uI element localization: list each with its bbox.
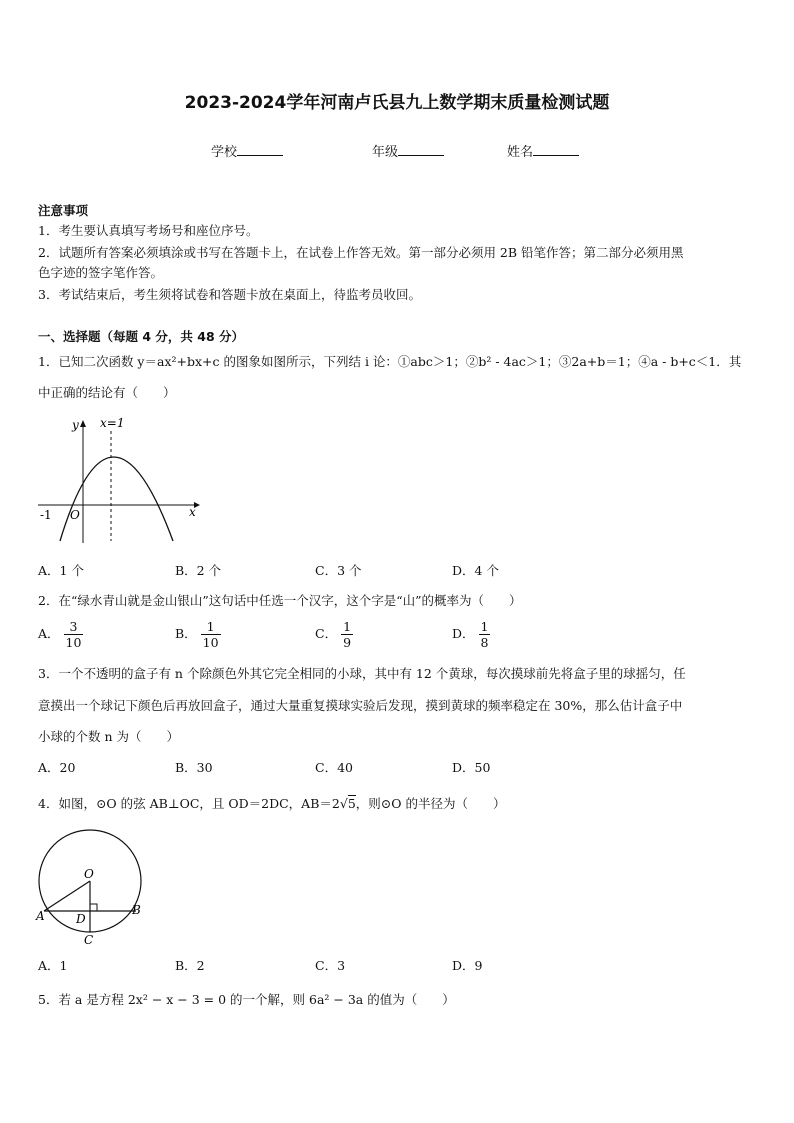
notice-item: 3．考试结束后，考生须将试卷和答题卡放在桌面上，待监考员收回。 xyxy=(38,287,421,302)
segment-oa xyxy=(44,881,90,911)
q4-option-c[interactable]: C．3 xyxy=(315,958,346,973)
notice-item: 2．试题所有答案必须填涂或书写在答题卡上，在试卷上作答无效。第一部分必须用 2B 铅笔作答；第二部分必须用黑 xyxy=(38,245,684,260)
q1-option-d[interactable]: D．4 个 xyxy=(452,563,499,578)
fraction: $\frac{1}{9}$ xyxy=(343,619,352,650)
page-title: 2023-2024学年河南卢氏县九上数学期末质量检测试题 xyxy=(184,93,610,113)
fraction: $\frac{1}{10}$ xyxy=(202,619,219,650)
q1-option-b[interactable]: B．2 个 xyxy=(175,563,222,578)
q3-option-c[interactable]: C．40 xyxy=(315,760,353,775)
question-5-stem-part: 的一个解，则 xyxy=(226,992,310,1007)
label-c: C xyxy=(84,933,94,947)
school-blank[interactable] xyxy=(237,143,283,156)
question-5-stem-part: 5．若 a 是方程 xyxy=(38,992,128,1007)
question-3-stem-cont: 小球的个数 n 为（ ） xyxy=(38,729,179,744)
grade-blank[interactable] xyxy=(398,143,444,156)
expression: 6a² − 3a xyxy=(309,992,364,1007)
grade-field[interactable] xyxy=(372,141,444,160)
q4-option-d[interactable]: D．9 xyxy=(452,958,483,973)
q2-option-d[interactable] xyxy=(452,619,490,650)
notice-item: 色字迹的签字笔作答。 xyxy=(38,265,164,280)
question-1-stem: 1．已知二次函数 y＝ax²+bx+c 的图象如图所示，下列结 i 论：①abc＞1；②b² - 4ac＞1；③2a+b＝1；④a - b+c＜1．其 xyxy=(38,354,742,369)
equation: 2x² − x − 3 = 0 xyxy=(127,992,227,1007)
q1-option-a[interactable]: A．1 个 xyxy=(38,563,84,578)
section-heading: 一、选择题（每题 4 分，共 48 分） xyxy=(38,329,245,344)
fraction: $\frac{1}{8}$ xyxy=(480,619,489,650)
q2-option-b-label: B． xyxy=(175,626,197,641)
q3-option-a[interactable]: A．20 xyxy=(38,760,76,775)
circle-figure xyxy=(34,828,154,950)
label-d: D xyxy=(76,912,86,926)
right-angle-mark xyxy=(90,904,97,911)
x-label: x xyxy=(189,505,196,519)
q2-option-b[interactable] xyxy=(175,619,221,650)
q3-option-d[interactable]: D．50 xyxy=(452,760,491,775)
q3-option-b[interactable]: B．30 xyxy=(175,760,213,775)
q2-option-d-label: D． xyxy=(452,626,475,641)
school-label: 学校 xyxy=(211,145,238,160)
q4-option-a[interactable]: A．1 xyxy=(38,958,68,973)
name-label: 姓名 xyxy=(507,145,534,160)
question-3-stem-cont: 意摸出一个球记下颜色后再放回盒子，通过大量重复摸球实验后发现，摸到黄球的频率稳定在 30%，那么估计盒子中 xyxy=(38,698,683,713)
school-field[interactable] xyxy=(211,141,283,160)
fraction: $\frac{3}{10}$ xyxy=(65,619,82,650)
parabola-graph xyxy=(34,413,204,548)
sqrt-symbol: √5 xyxy=(339,796,356,811)
question-4-stem-part: 4．如图，⊙O 的弦 AB⊥OC，且 OD＝2DC，AB＝2 xyxy=(38,796,340,811)
question-3-stem: 3．一个不透明的盒子有 n 个除颜色外其它完全相同的小球，其中有 12 个黄球，每次摸球前先将盒子里的球摇匀，任 xyxy=(38,666,686,681)
notice-heading: 注意事项 xyxy=(38,203,89,218)
label-o: O xyxy=(84,867,94,881)
y-label: y xyxy=(72,418,79,432)
notice-item: 1．考生要认真填写考场号和座位序号。 xyxy=(38,223,259,238)
question-4-stem xyxy=(38,794,505,814)
q4-option-b[interactable]: B．2 xyxy=(175,958,205,973)
q2-option-a-label: A． xyxy=(38,626,60,641)
question-4-stem-part: ，则⊙O 的半径为（ ） xyxy=(355,796,506,811)
grade-label: 年级 xyxy=(372,145,399,160)
question-5-stem xyxy=(38,990,455,1010)
q2-option-c-label: C． xyxy=(315,626,338,641)
name-field[interactable] xyxy=(507,141,579,160)
y-axis-arrow xyxy=(80,420,86,427)
label-b: B xyxy=(132,903,141,917)
q2-option-c[interactable] xyxy=(315,619,353,650)
minus-one-label: -1 xyxy=(40,508,52,522)
origin-label: O xyxy=(70,508,80,522)
question-5-stem-part: 的值为（ ） xyxy=(363,992,455,1007)
label-a: A xyxy=(36,909,45,923)
question-1-stem-cont: 中正确的结论有（ ） xyxy=(38,385,176,400)
symmetry-label: x=1 xyxy=(100,416,125,430)
q2-option-a[interactable] xyxy=(38,619,83,650)
q1-option-c[interactable]: C．3 个 xyxy=(315,563,362,578)
parabola-curve xyxy=(60,457,173,541)
question-2-stem: 2．在“绿水青山就是金山银山”这句话中任选一个汉字，这个字是“山”的概率为（ ） xyxy=(38,593,522,608)
name-blank[interactable] xyxy=(533,143,579,156)
